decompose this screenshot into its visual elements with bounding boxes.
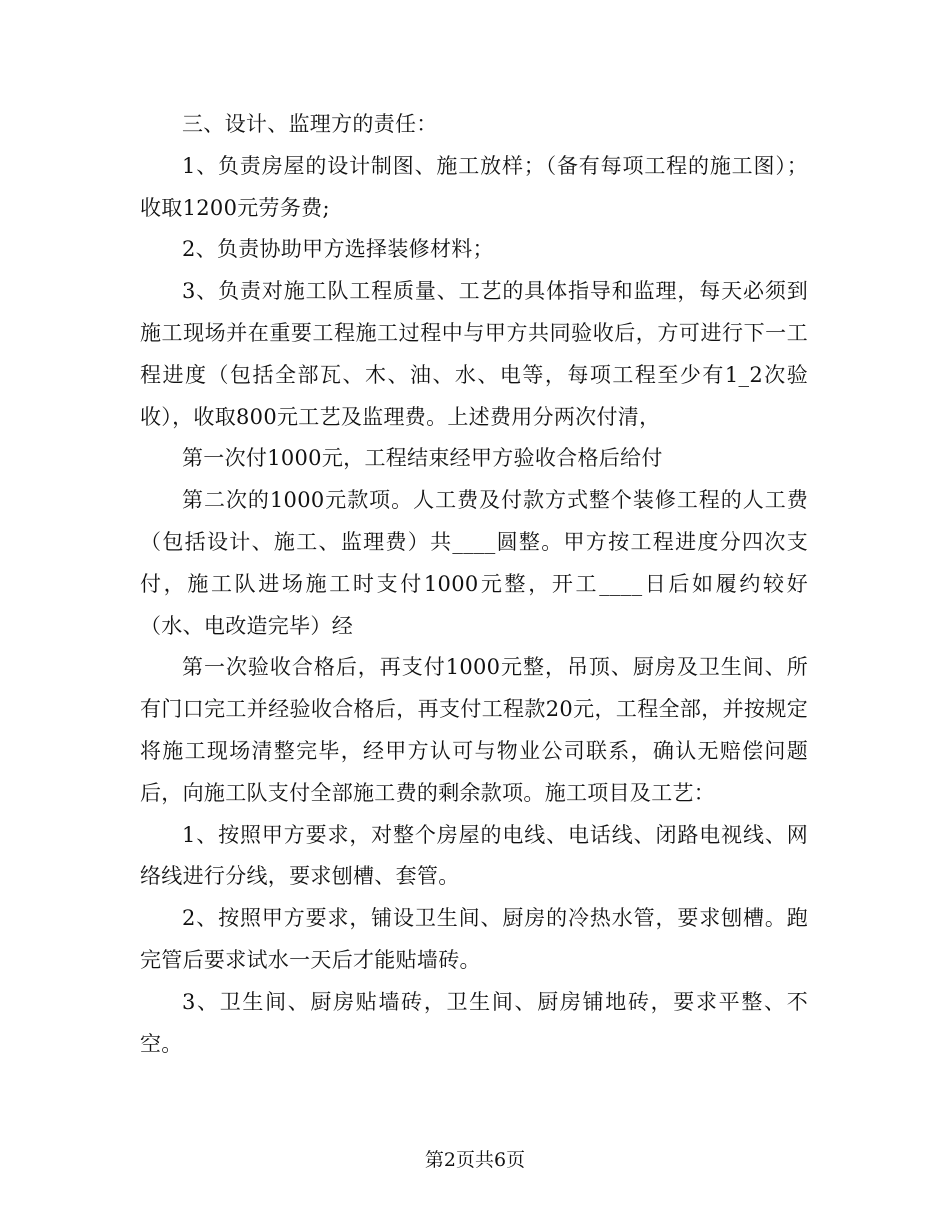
paragraph-acceptance: 第一次验收合格后，再支付1000元整，吊顶、厨房及卫生间、所有门口完工并经验收合格后，再支付工程款20元，工程全部，并按规定将施工现场清整完毕，经甲方认可与物业公司联系，确认无赔偿问题后，向施工队支付全部施工费的剩余款项。施工项目及工艺： [140, 655, 808, 805]
paragraph-first-payment: 第一次付1000元，工程结束经甲方验收合格后给付 [182, 446, 663, 471]
paragraph-supervision: 3、负责对施工队工程质量、工艺的具体指导和监理，每天必须到施工现场并在重要工程施工过程中与甲方共同验收后，方可进行下一工程进度（包括全部瓦、木、油、水、电等，每项工程至少有1_2次验收），收取800元工艺及监理费。上述费用分两次付清， [140, 279, 808, 429]
document-body [140, 104, 808, 1065]
paragraph-second-payment: 第二次的1000元款项。人工费及付款方式整个装修工程的人工费（包括设计、施工、监理费）共____圆整。甲方按工程进度分四次支付，施工队进场施工时支付1000元整，开工____日后如履约较好（水、电改造完毕）经 [140, 488, 808, 638]
paragraph-tiling: 3、卫生间、厨房贴墙砖，卫生间、厨房铺地砖，要求平整、不空。 [140, 989, 808, 1056]
paragraph-plumbing: 2、按照甲方要求，铺设卫生间、厨房的冷热水管，要求刨槽。跑完管后要求试水一天后才能贴墙砖。 [140, 906, 808, 972]
section-heading: 三、设计、监理方的责任： [182, 112, 438, 136]
paragraph-design-fee: 1、负责房屋的设计制图、施工放样；（备有每项工程的施工图）；收取1200元劳务费; [140, 153, 808, 220]
page-number: 第2页共6页 [424, 1149, 526, 1171]
paragraph-wiring: 1、按照甲方要求，对整个房屋的电线、电话线、闭路电视线、网络线进行分线，要求刨槽、套管。 [140, 822, 808, 889]
paragraph-materials: 2、负责协助甲方选择装修材料； [182, 237, 494, 262]
